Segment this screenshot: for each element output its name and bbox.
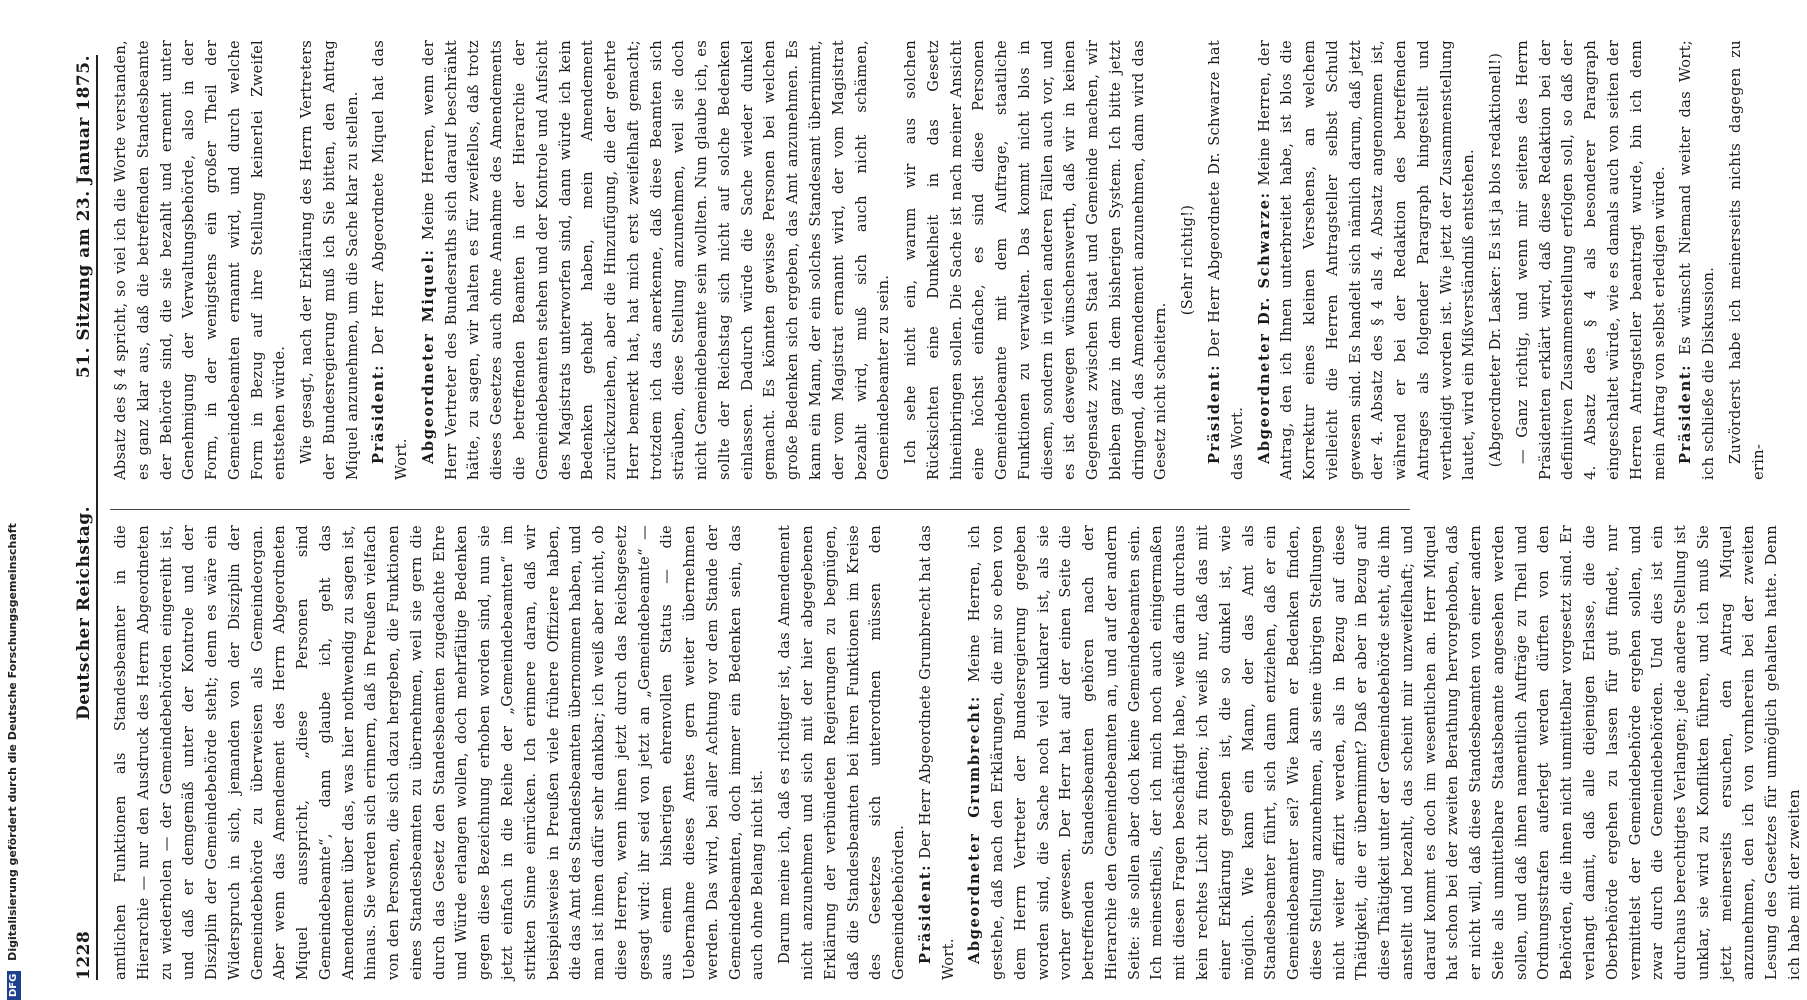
speaker-name: Präsident:: [916, 863, 934, 964]
paragraph-text: Es wünscht Niemand weiter das Wort; ich schließe die Diskussion.: [1677, 40, 1718, 480]
page-title: Deutscher Reichstag.: [74, 505, 94, 720]
paragraph-text: Wie gesagt, nach der Erklärung des Herrn Vertreters der Bundesregierung muß ich Sie bitten, den Antrag Miquel anzunehmen, um die Sache klar zu stellen.: [298, 40, 361, 480]
paragraph-text: Meine Herren, der Antrag, den ich Ihnen unterbreitet habe, ist blos die Korrektur eines kleinen Versehens, an welchem vielleicht die Herren Antragsteller selbst Schuld gewesen sind. Es handelt sich nämlich darum, daß jetzt der 4. Absatz des § 4 als 4. Absatz angenommen ist, während er bei der Redaktion des betreffenden Antrages als folgender Paragraph hingestellt und vertheidigt worden ist. Wie jetzt der Zusammenstellung lautet, wird ein Mißverständniß entstehen.: [1255, 40, 1478, 480]
digitization-credit: [2, 0, 24, 1000]
page-header: [60, 55, 98, 980]
paragraph: [1675, 40, 1721, 480]
paragraph: [1512, 40, 1671, 480]
speaker-name: Abgeordneter Dr. Schwarze:: [1255, 191, 1273, 464]
speaker-name: Abgeordneter Miquel:: [419, 248, 437, 464]
paragraph: [296, 40, 364, 480]
paragraph: [1204, 40, 1250, 480]
paragraph: [964, 525, 1806, 980]
paragraph: [368, 40, 414, 480]
paragraph: [1254, 40, 1482, 480]
credit-text: Digitalisierung gefördert durch die Deutsche Forschungsgemeinschaft: [6, 523, 19, 961]
paragraph: [418, 40, 896, 480]
left-column: [110, 525, 1803, 980]
paragraph-text: Absatz des § 4 spricht, so viel ich die Worte verstanden, es ganz klar aus, daß die betreffenden Standesbeamte der Behörde sind, die sie bezahlt und ernennt unter Genehmigung der Verwaltungsbehörde, also in der Form, in der wenigstens ein großer Theil der Gemeindebeamten ernannt wird, und durch welche Form in Bezug auf ihre Stellung keinerlei Zweifel entstehen würde.: [112, 40, 289, 480]
paragraph: [1725, 40, 1771, 480]
paragraph-text: Der Herr Abgeordnete Grumbrecht hat das Wort.: [916, 525, 957, 980]
column-divider: [110, 509, 1410, 510]
paragraph-text: Meine Herren, wenn der Herr Vertreter des Bundesraths sich darauf beschränkt hätte, zu sagen, wir halten es für zweifellos, daß trotz dieses Gesetzes auch ohne Annahme des Amendements die betreffenden Beamten in der Hierarchie der Gemeindebeamten stehen und der Kontrole und Aufsicht des Magistrats unterworfen sind, dann würde ich kein Bedenken gehabt haben, mein Amendement zurückzuziehen, aber die Hinzufügung, die der geehrte Herr bemerkt hat, hat mich erst zweifelhaft gemacht; trotzdem ich das anerkenne, daß diese Beamten sich sträuben, diese Stellung anzunehmen, weil sie doch nicht Gemeindebeamte sein wollten. Nun glaube ich, es sollte der Reichstag sich nicht auf solche Bedenken einlassen. Dadurch würde die Sache wieder dunkel gemacht. Es könnten gewisse Personen bei welchen große Bedenken sich ergeben, das Amt anzunehmen. Es kann ein Mann, der ein solches Standesamt übernimmt, der vom Magistrat ernannt wird, der vom Magistrat bezahlt wird, muß sich auch nicht schämen, Gemeindebeamter zu sein.: [419, 40, 893, 480]
page-number: 1228: [74, 930, 94, 980]
paragraph-text: Darum meine ich, daß es richtiger ist, das Amendement nicht anzunehmen und sich mit der hier abgegebenen Erklärung der verbündeten Regierungen zu begnügen, daß die Standesbeamten bei ihren Funktionen im Kreise des Gesetzes sich unterordnen müssen den Gemeindebehörden.: [776, 525, 908, 980]
right-column: [110, 40, 1767, 480]
speaker-name: Abgeordneter Grumbrecht:: [966, 695, 984, 964]
session-date: 51. Sitzung am 23. Januar 1875.: [74, 55, 94, 379]
dfg-logo: DFG: [7, 971, 21, 1000]
paragraph-text: Der Herr Abgeordnete Dr. Schwarze hat das Wort.: [1205, 40, 1246, 480]
speaker-name: Präsident:: [370, 363, 388, 464]
paragraph: [1177, 40, 1200, 480]
speaker-name: Präsident:: [1205, 363, 1223, 464]
paragraph: [915, 525, 961, 980]
paragraph-text: amtlichen Funktionen als Standesbeamter in die Hierarchie — nur den Ausdruck des Herrn Abgeordneten zu wiederholen — der Gemeindebehörden eingereiht ist, und daß er demgemäß unter der Kontrole und der Disziplin der Gemeindebehörde steht; denn es wäre ein Widerspruch in sich, jemanden von der Disziplin der Gemeindebehörde zu überweisen als Gemeindeorgan. Aber wenn das Amendement des Herrn Abgeordneten Miquel ausspricht, „diese Personen sind Gemeindebeamte“, dann glaube ich, geht das Amendement über das, was hier nothwendig zu sagen ist, hinaus. Sie werden sich erinnern, daß in Preußen vielfach von den Personen, die sich dazu hergeben, die Funktionen eines Standesbeamten zu übernehmen, weil sie gern die durch das Gesetz den Standesbeamten zugedachte Ehre und Würde erlangen wollen, doch mehrfältige Bedenken gegen diese Bezeichnung erhoben worden sind, nun sie jetzt einfach in die Reihe der „Gemeindebeamten“ im strikten Sinne einrücken. Ich erinnere daran, daß wir beispielsweise in Preußen viele frühere Offiziere haben, die das Amt des Standesbeamten übernommen haben, und man ist ihnen dafür sehr dankbar; ich weiß aber nicht, ob diese Herren, wenn ihnen jetzt durch das Reichsgesetz gesagt wird: ihr seid von jetzt an „Gemeindebeamte“ — aus einem bisherigen ehrenvollen Status — die Uebernahme dieses Amtes gern weiter übernehmen werden. Das wird, bei aller Achtung vor dem Stande der Gemeindebeamten, doch immer ein Bedenken sein, das auch ohne Belang nicht ist.: [112, 525, 767, 980]
paragraph-text: — Ganz richtig, und wenn mir seitens des Herrn Präsidenten erklärt wird, daß diese Redaktion bei der definitiven Zusammenstellung erfolgen soll, so daß der 4. Absatz des § 4 als besonderer Paragraph eingeschaltet würde, wie es damals auch von seiten der Herren Antragsteller beantragt wurde, bin ich denn mein Antrag von selbst erledigen würde.: [1513, 40, 1668, 480]
paragraph-text: Der Herr Abgeordnete Miquel hat das Wort.: [370, 40, 411, 480]
paragraph: [900, 40, 1173, 480]
paragraph: [1485, 40, 1508, 480]
paragraph-text: Meine Herren, ich gestehe, daß nach den Erklärungen, die mir so eben von dem Herrn Vertreter der Bundesregierung gegeben worden sind, die Sache noch viel unklarer ist, als sie vorher gewesen. Der Herr hat auf der einen Seite die betreffenden Standesbeamten gehören nach der Hierarchie den Gemeindebeamten an, und auf der andern Seite: sie sollen aber doch keine Gemeindebeamten sein. Ich meinestheils, der ich mich noch auch einigermaßen mit diesen Fragen beschäftigt habe, weiß darin durchaus kein rechtes Licht zu finden; ich weiß nur, daß das mit einer Erklärung gegeben ist, die so dunkel ist, wie möglich. Wie kann ein Mann, der das Amt als Standesbeamter führt, sich dann entziehen, daß er ein Gemeindebeamter sei? Wie kann er Bedenken finden, diese Stellung anzunehmen, als seine übrigen Stellungen nicht weiter affizirt werden, als in Bezug auf diese Thätigkeit, die er übernimmt? Daß er aber in Bezug auf diese Thätigkeit unter der Gemeindebehörde steht, die ihn anstellt und bezahlt, das scheint mir unzweifelhaft; und darauf kommt es doch im wesentlichen an. Herr Miquel hat schon bei der zweiten Berathung hervorgehoben, daß er nicht will, daß diese Standesbeamten von einer andern Seite als unmittelbare Staatsbeamte angesehen werden sollen, und daß ihnen namentlich Aufträge zu Theil und Ordnungsstrafen auferlegt werden dürften von den Behörden, die ihnen nicht unmittelbar vorgesetzt sind. Er verlangt damit, daß alle diejenigen Erlasse, die die Oberbehörde ergehen zu lassen für gut findet, nur vermittelst der Gemeindebehörde ergehen sollen, und zwar durch die Gemeindebehörden. Und dies ist ein durchaus berechtigtes Verlangen; jede andere Stellung ist unklar, sie wird zu Konflikten führen, und ich muß Sie jetzt meinerseits ersuchen, den Antrag Miquel anzunehmen, den ich von vornherein bei der zweiten Lesung des Gesetzes für unmöglich gehalten hatte. Denn ich habe mit der zweiten: [966, 525, 1803, 980]
paragraph-text: (Abgeordneter Dr. Lasker: Es ist ja blos redaktionell!): [1487, 52, 1505, 468]
paragraph: [110, 525, 770, 980]
paragraph-text: Ich sehe nicht ein, warum wir aus solchen Rücksichten eine Dunkelheit in das Gesetz hineinbringen sollen. Die Sache ist nach meiner Ansicht eine höchst einfache, es sind diese Personen Gemeindebeamte mit dem Auftrage, staatliche Funktionen zu verwalten. Das kommt nicht blos in diesem, sondern in vielen anderen Fällen auch vor, und es ist deswegen wünschenswerth, daß wir in keinen Gegensatz zwischen Staat und Gemeinde machen, wir bleiben ganz in dem bisherigen System. Ich bitte jetzt dringend, das Amendement anzunehmen, dann wird das Gesetz nicht scheitern.: [902, 40, 1170, 480]
paragraph-text: Zuvörderst habe ich meinerseits nichts dagegen zu erin-: [1726, 40, 1767, 480]
paragraph: [774, 525, 911, 980]
speaker-name: Präsident:: [1677, 363, 1695, 464]
paragraph-text: (Sehr richtig!): [1179, 204, 1197, 316]
paragraph: [110, 40, 292, 480]
